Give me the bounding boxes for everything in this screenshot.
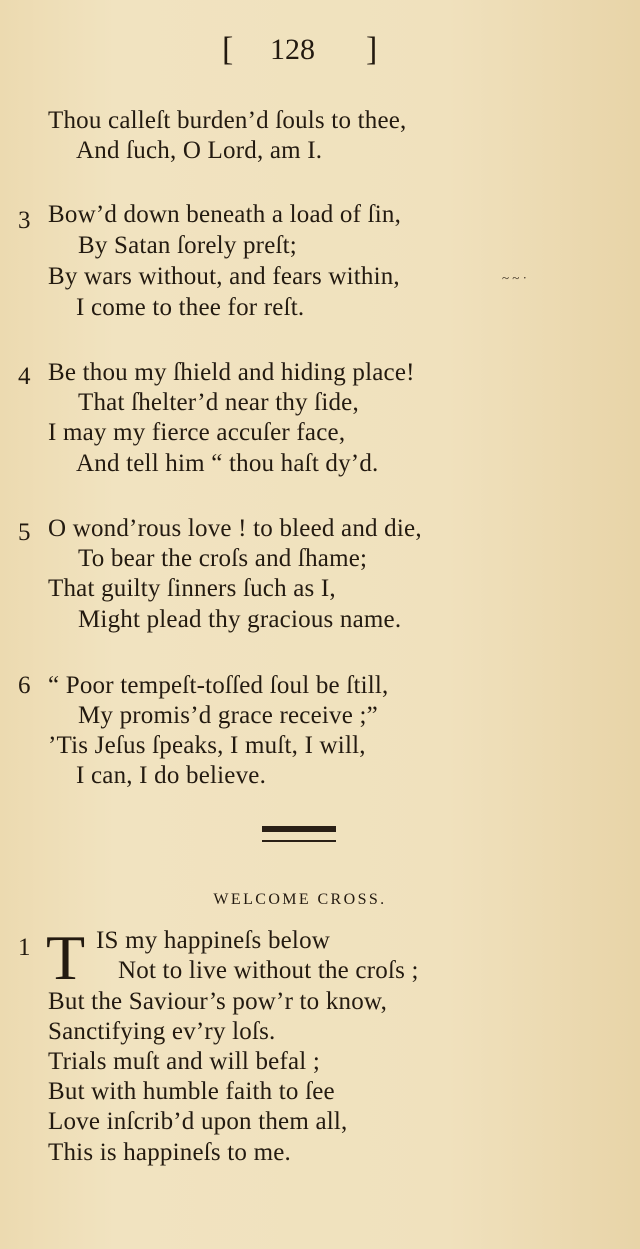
stanza-number: 6 [18,672,31,699]
verse-line: That ſhelter’d near thy ſide, [78,389,359,416]
verse-line: I come to thee for reſt. [76,294,305,321]
margin-mark: ~ ~ · [502,270,527,285]
stanza-number: 3 [18,207,31,234]
drop-cap: T [46,922,86,993]
verse-line: Be thou my ſhield and hiding place! [48,359,415,386]
verse-line: ’Tis Jeſus ſpeaks, I muſt, I will, [48,732,366,759]
verse-line: But the Saviour’s pow’r to know, [48,988,388,1015]
divider-thick-rule [262,826,336,832]
verse-line: IS my happineſs below [96,927,331,954]
verse-line: Might plead thy gracious name. [78,606,402,633]
verse-line: Trials muſt and will befal ; [48,1048,321,1075]
verse-line: But with humble faith to ſee [48,1078,335,1105]
stanza-number: 4 [18,363,31,390]
verse-line: By wars without, and fears within, [48,263,400,290]
verse-line: This is happineſs to me. [48,1139,291,1166]
verse-line: Love inſcrib’d upon them all, [48,1108,348,1135]
verse-line: My promis’d grace receive ;” [78,702,378,729]
verse-line: That guilty ſinners ſuch as I, [48,575,336,602]
verse-line: And tell him “ thou haſt dy’d. [76,450,379,477]
hymn-title: WELCOME CROSS. [213,891,387,908]
verse-line: “ Poor tempeſt-toſſed ſoul be ſtill, [48,672,389,699]
verse-line: I may my fierce accuſer face, [48,419,346,446]
page-number: 128 [270,33,315,66]
verse-line: And ſuch, O Lord, am I. [76,137,323,164]
divider-thin-rule [262,840,336,842]
verse-line: Not to live without the croſs ; [118,957,419,984]
verse-line: I can, I do believe. [76,762,267,789]
verse-line: To bear the croſs and ſhame; [78,545,368,572]
verse-line: Sanctifying ev’ry loſs. [48,1018,276,1045]
verse-line: Thou calleſt burden’d ſouls to thee, [48,107,407,134]
right-bracket: ] [366,31,378,68]
verse-line: O wond’rous love ! to bleed and die, [48,515,422,542]
verse-line: By Satan ſorely preſt; [78,232,297,259]
section-divider [262,826,336,848]
stanza-number: 1 [18,934,31,961]
verse-line: Bow’d down beneath a load of ſin, [48,201,402,228]
stanza-number: 5 [18,519,31,546]
page-header [0,30,640,70]
left-bracket: [ [222,31,234,68]
